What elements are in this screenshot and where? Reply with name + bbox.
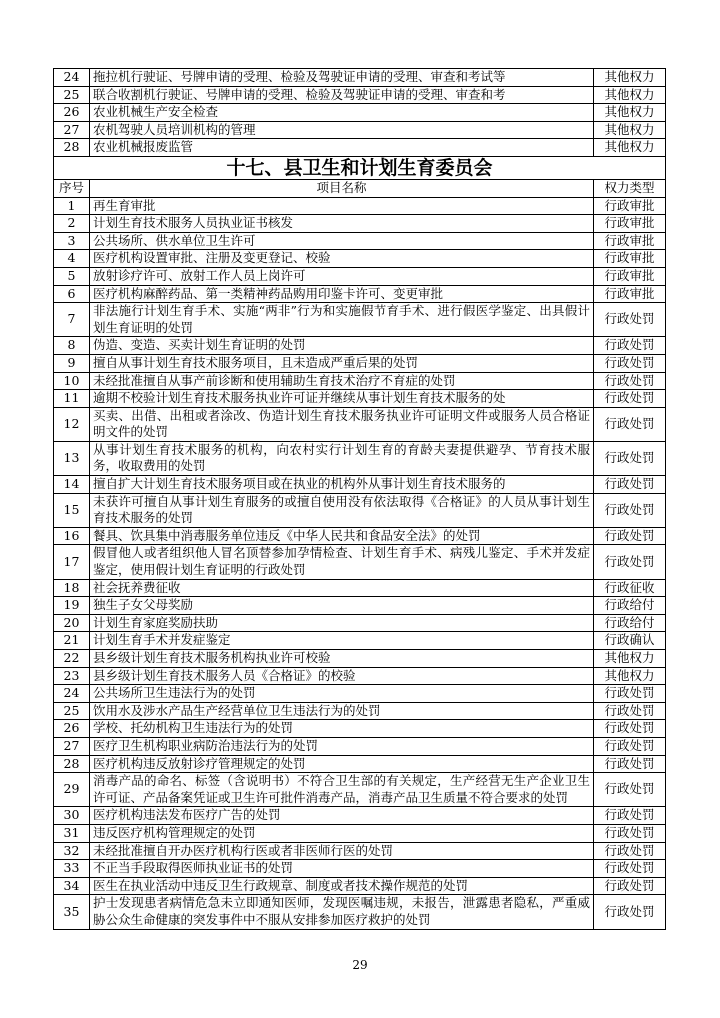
power-type-cell: 行政处罚: [594, 407, 666, 441]
item-name-cell: 县乡级计划生育技术服务人员《合格证》的校验: [90, 667, 594, 685]
item-name-cell: 公共场所卫生违法行为的处罚: [90, 685, 594, 703]
power-type-cell: 行政处罚: [594, 372, 666, 390]
item-name-cell: 医生在执业活动中违反卫生行政规章、制度或者技术操作规范的处罚: [90, 877, 594, 895]
row-number-cell: 12: [54, 407, 90, 441]
table-row: [54, 215, 666, 233]
table-row: [54, 476, 666, 494]
row-number-cell: 35: [54, 895, 90, 929]
table-row: [54, 755, 666, 773]
table-header-row: [54, 179, 666, 197]
item-name-cell: 违反医疗机构管理规定的处罚: [90, 824, 594, 842]
table-row: [54, 685, 666, 703]
power-type-cell: 行政处罚: [594, 303, 666, 337]
row-number-cell: 6: [54, 285, 90, 303]
row-number-cell: 27: [54, 121, 90, 139]
power-type-cell: 其他权力: [594, 86, 666, 104]
item-name-cell: 逾期不校验计划生育技术服务执业许可证并继续从事计划生育技术服务的处: [90, 390, 594, 408]
row-number-cell: 26: [54, 720, 90, 738]
row-number-cell: 19: [54, 597, 90, 615]
item-name-cell: 擅自从事计划生育技术服务项目，且未造成严重后果的处罚: [90, 354, 594, 372]
item-name-cell: 学校、托幼机构卫生违法行为的处罚: [90, 720, 594, 738]
row-number-cell: 25: [54, 86, 90, 104]
power-type-cell: 行政处罚: [594, 702, 666, 720]
power-type-cell: 行政审批: [594, 267, 666, 285]
item-name-cell: 伪造、变造、买卖计划生育证明的处罚: [90, 337, 594, 355]
row-number-cell: 34: [54, 877, 90, 895]
table-row: [54, 720, 666, 738]
row-number-cell: 2: [54, 215, 90, 233]
table-row: [54, 285, 666, 303]
row-number-cell: 16: [54, 527, 90, 545]
row-number-cell: 1: [54, 197, 90, 215]
item-name-cell: 再生育审批: [90, 197, 594, 215]
power-type-cell: 行政审批: [594, 232, 666, 250]
table-row: [54, 807, 666, 825]
item-name-cell: 计划生育手术并发症鉴定: [90, 632, 594, 650]
table-row: [54, 860, 666, 878]
row-number-cell: 14: [54, 476, 90, 494]
power-type-cell: 行政处罚: [594, 337, 666, 355]
power-type-cell: 行政处罚: [594, 860, 666, 878]
table-row: [54, 824, 666, 842]
row-number-cell: 23: [54, 667, 90, 685]
item-name-cell: 不正当手段取得医师执业证书的处罚: [90, 860, 594, 878]
power-type-cell: 行政处罚: [594, 545, 666, 579]
power-type-cell: 行政处罚: [594, 895, 666, 929]
power-type-cell: 其他权力: [594, 69, 666, 87]
item-name-cell: 医疗卫生机构职业病防治违法行为的处罚: [90, 737, 594, 755]
power-type-cell: 行政处罚: [594, 842, 666, 860]
table-row: [54, 139, 666, 157]
row-number-cell: 9: [54, 354, 90, 372]
power-type-cell: 行政处罚: [594, 441, 666, 475]
table-row: [54, 197, 666, 215]
row-number-cell: 20: [54, 614, 90, 632]
power-type-cell: 其他权力: [594, 121, 666, 139]
row-number-cell: 33: [54, 860, 90, 878]
table-row: [54, 104, 666, 122]
power-type-cell: 行政处罚: [594, 737, 666, 755]
table-row: [54, 614, 666, 632]
row-number-cell: 24: [54, 685, 90, 703]
table-row: [54, 702, 666, 720]
row-number-cell: 15: [54, 493, 90, 527]
item-name-cell: 未获许可擅自从事计划生育服务的或擅自使用没有依法取得《合格证》的人员从事计划生育技术服务的处罚: [90, 493, 594, 527]
power-type-cell: 行政审批: [594, 197, 666, 215]
table-row: [54, 545, 666, 579]
item-name-cell: 放射诊疗许可、放射工作人员上岗许可: [90, 267, 594, 285]
table-row: [54, 527, 666, 545]
item-name-cell: 农业机械生产安全检查: [90, 104, 594, 122]
table-row: [54, 337, 666, 355]
item-name-cell: 消毒产品的命名、标签（含说明书）不符合卫生部的有关规定，生产经营无生产企业卫生许可证、产品备案凭证或卫生许可批件消毒产品，消毒产品卫生质量不符合要求的处罚: [90, 773, 594, 807]
item-name-cell: 计划生育家庭奖励扶助: [90, 614, 594, 632]
item-name-cell: 社会抚养费征收: [90, 579, 594, 597]
item-name-cell: 擅自扩大计划生育技术服务项目或在执业的机构外从事计划生育技术服务的: [90, 476, 594, 494]
item-name-cell: 护士发现患者病情危急未立即通知医师，发现医嘱违规，未报告，泄露患者隐私，严重威胁公众生命健康的突发事件中不服从安排参加医疗救护的处罚: [90, 895, 594, 929]
header-type: 权力类型: [594, 179, 666, 197]
item-name-cell: 买卖、出借、出租或者涂改、伪造计划生育技术服务执业许可证明文件或服务人员合格证明文件的处罚: [90, 407, 594, 441]
row-number-cell: 18: [54, 579, 90, 597]
power-type-cell: 行政处罚: [594, 824, 666, 842]
item-name-cell: 农业机械报废监管: [90, 139, 594, 157]
row-number-cell: 30: [54, 807, 90, 825]
row-number-cell: 13: [54, 441, 90, 475]
table-row: [54, 86, 666, 104]
item-name-cell: 未经批准擅自从事产前诊断和使用辅助生育技术治疗不育症的处罚: [90, 372, 594, 390]
table-row: [54, 441, 666, 475]
section-title: 十七、县卫生和计划生育委员会: [54, 156, 666, 179]
row-number-cell: 28: [54, 139, 90, 157]
row-number-cell: 11: [54, 390, 90, 408]
table-row: [54, 121, 666, 139]
row-number-cell: 17: [54, 545, 90, 579]
table-row: [54, 303, 666, 337]
power-type-cell: 其他权力: [594, 139, 666, 157]
item-name-cell: 医疗机构麻醉药品、第一类精神药品购用印鉴卡许可、变更审批: [90, 285, 594, 303]
row-number-cell: 21: [54, 632, 90, 650]
table-row: [54, 737, 666, 755]
row-number-cell: 31: [54, 824, 90, 842]
power-type-cell: 行政处罚: [594, 877, 666, 895]
table-row: [54, 390, 666, 408]
power-type-cell: 行政确认: [594, 632, 666, 650]
section-title-row: [54, 156, 666, 179]
power-type-cell: 行政处罚: [594, 354, 666, 372]
table-row: [54, 493, 666, 527]
power-type-cell: 行政处罚: [594, 476, 666, 494]
power-type-cell: 行政处罚: [594, 807, 666, 825]
row-number-cell: 7: [54, 303, 90, 337]
power-type-cell: 行政征收: [594, 579, 666, 597]
table-row: [54, 267, 666, 285]
power-type-cell: 其他权力: [594, 104, 666, 122]
power-type-cell: 行政给付: [594, 614, 666, 632]
power-type-cell: 行政审批: [594, 250, 666, 268]
table-row: [54, 632, 666, 650]
power-type-cell: 行政处罚: [594, 685, 666, 703]
power-type-cell: 行政处罚: [594, 390, 666, 408]
power-type-cell: 行政审批: [594, 285, 666, 303]
table-row: [54, 895, 666, 929]
item-name-cell: 公共场所、供水单位卫生许可: [90, 232, 594, 250]
table-row: [54, 597, 666, 615]
table-row: [54, 407, 666, 441]
power-type-cell: 行政处罚: [594, 755, 666, 773]
power-type-cell: 行政给付: [594, 597, 666, 615]
power-type-cell: 行政处罚: [594, 493, 666, 527]
power-type-cell: 行政处罚: [594, 720, 666, 738]
row-number-cell: 25: [54, 702, 90, 720]
power-type-cell: 其他权力: [594, 650, 666, 668]
row-number-cell: 27: [54, 737, 90, 755]
item-name-cell: 从事计划生育技术服务的机构，向农村实行计划生育的育龄夫妻提供避孕、节育技术服务，收取费用的处罚: [90, 441, 594, 475]
power-type-cell: 其他权力: [594, 667, 666, 685]
item-name-cell: 联合收割机行驶证、号牌申请的受理、检验及驾驶证申请的受理、审查和考: [90, 86, 594, 104]
row-number-cell: 8: [54, 337, 90, 355]
item-name-cell: 医疗机构违法发布医疗广告的处罚: [90, 807, 594, 825]
page-number: 29: [352, 958, 368, 972]
row-number-cell: 26: [54, 104, 90, 122]
item-name-cell: 未经批准擅自开办医疗机构行医或者非医师行医的处罚: [90, 842, 594, 860]
row-number-cell: 4: [54, 250, 90, 268]
item-name-cell: 非法施行计划生育手术、实施“两非”行为和实施假节育手术、进行假医学鉴定、出具假计划生育证明的处罚: [90, 303, 594, 337]
item-name-cell: 餐具、饮具集中消毒服务单位违反《中华人民共和食品安全法》的处罚: [90, 527, 594, 545]
header-no: 序号: [54, 179, 90, 197]
table-row: [54, 579, 666, 597]
item-name-cell: 农机驾驶人员培训机构的管理: [90, 121, 594, 139]
power-type-cell: 行政处罚: [594, 527, 666, 545]
row-number-cell: 10: [54, 372, 90, 390]
row-number-cell: 29: [54, 773, 90, 807]
power-list-table: [53, 68, 666, 930]
table-row: [54, 354, 666, 372]
item-name-cell: 医疗机构违反放射诊疗管理规定的处罚: [90, 755, 594, 773]
table-row: [54, 69, 666, 87]
table-row: [54, 250, 666, 268]
item-name-cell: 县乡级计划生育技术服务机构执业许可校验: [90, 650, 594, 668]
row-number-cell: 3: [54, 232, 90, 250]
item-name-cell: 拖拉机行驶证、号牌申请的受理、检验及驾驶证申请的受理、审查和考试等: [90, 69, 594, 87]
header-name: 项目名称: [90, 179, 594, 197]
power-type-cell: 行政处罚: [594, 773, 666, 807]
item-name-cell: 假冒他人或者组织他人冒名顶替参加孕情检查、计划生育手术、病残儿鉴定、手术并发症鉴定，使用假计划生育证明的行政处罚: [90, 545, 594, 579]
power-type-cell: 行政审批: [594, 215, 666, 233]
table-row: [54, 372, 666, 390]
table-row: [54, 842, 666, 860]
item-name-cell: 独生子女父母奖励: [90, 597, 594, 615]
row-number-cell: 22: [54, 650, 90, 668]
table-row: [54, 667, 666, 685]
row-number-cell: 24: [54, 69, 90, 87]
row-number-cell: 5: [54, 267, 90, 285]
table-row: [54, 650, 666, 668]
item-name-cell: 医疗机构设置审批、注册及变更登记、校验: [90, 250, 594, 268]
row-number-cell: 28: [54, 755, 90, 773]
item-name-cell: 饮用水及涉水产品生产经营单位卫生违法行为的处罚: [90, 702, 594, 720]
table-row: [54, 773, 666, 807]
table-row: [54, 877, 666, 895]
table-row: [54, 232, 666, 250]
row-number-cell: 32: [54, 842, 90, 860]
item-name-cell: 计划生育技术服务人员执业证书核发: [90, 215, 594, 233]
